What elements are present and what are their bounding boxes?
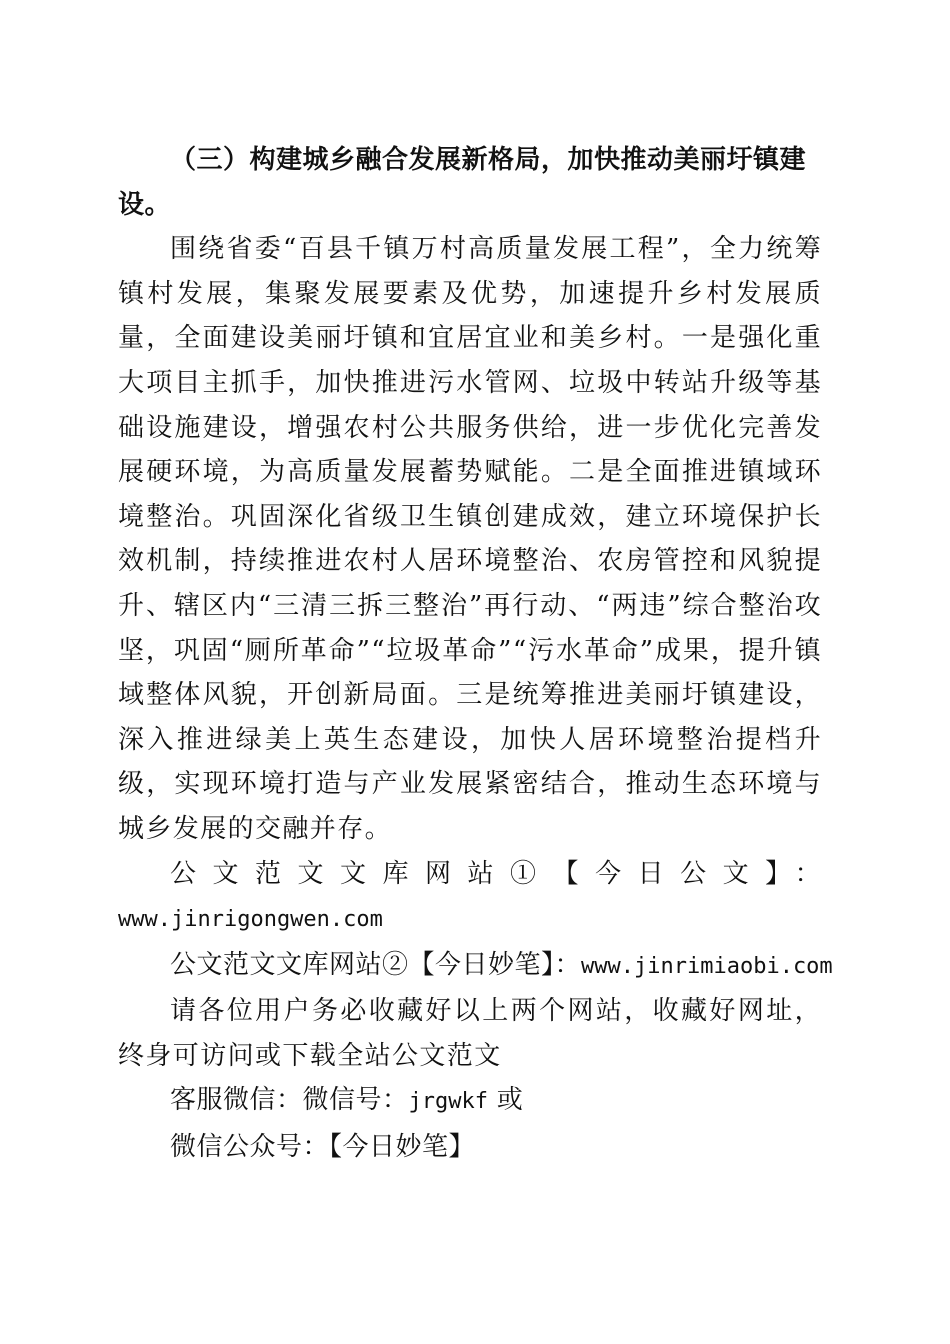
section-heading: （三）构建城乡融合发展新格局，加快推动美丽圩镇建设。 [118,145,807,220]
site2-url: www.jinrimiaobi.com [581,953,833,979]
site1-label: 公文范文文库网站①【今日公文】： [170,858,822,889]
document-content [118,138,833,1170]
wechat-line [118,1078,822,1125]
official-account-line: 微信公众号：【今日妙笔】 [170,1132,476,1163]
wechat-id: jrgwkf [408,1089,488,1115]
site2-line [118,943,833,990]
wechat-or: 或 [496,1085,524,1116]
site1-url [118,896,822,943]
site2-label: 公文范文文库网站②【今日妙笔】： [170,949,582,980]
site1-url-text: www.jinrigongwen.com [118,907,383,933]
notice-paragraph: 请各位用户务必收藏好以上两个网站，收藏好网址，终身可访问或下载全站公文范文 [118,996,822,1071]
body-paragraph: 围绕省委“百县千镇万村高质量发展工程”，全力统筹镇村发展，集聚发展要素及优势，加速提升乡村发展质量，全面建设美丽圩镇和宜居宜业和美乡村。一是强化重大项目主抓手，加快推进污水管网、垃圾中转站升级等基础设施建设，增强农村公共服务供给，进一步优化完善发展硬环境，为高质量发展蓄势赋能。二是全面推进镇域环境整治。巩固深化省级卫生镇创建成效，建立环境保护长效机制，持续推进农村人居环境整治、农房管控和风貌提升、辖区内“三清三拆三整治”再行动、“两违”综合整治攻坚，巩固“厕所革命”“垃圾革命”“污水革命”成果，提升镇域整体风貌，开创新局面。三是统筹推进美丽圩镇建设，深入推进绿美上英生态建设，加快人居环境整治提档升级，实现环境打造与产业发展紧密结合，推动生态环境与城乡发展的交融并存。 [118,234,822,844]
wechat-label: 客服微信：微信号： [170,1085,409,1116]
